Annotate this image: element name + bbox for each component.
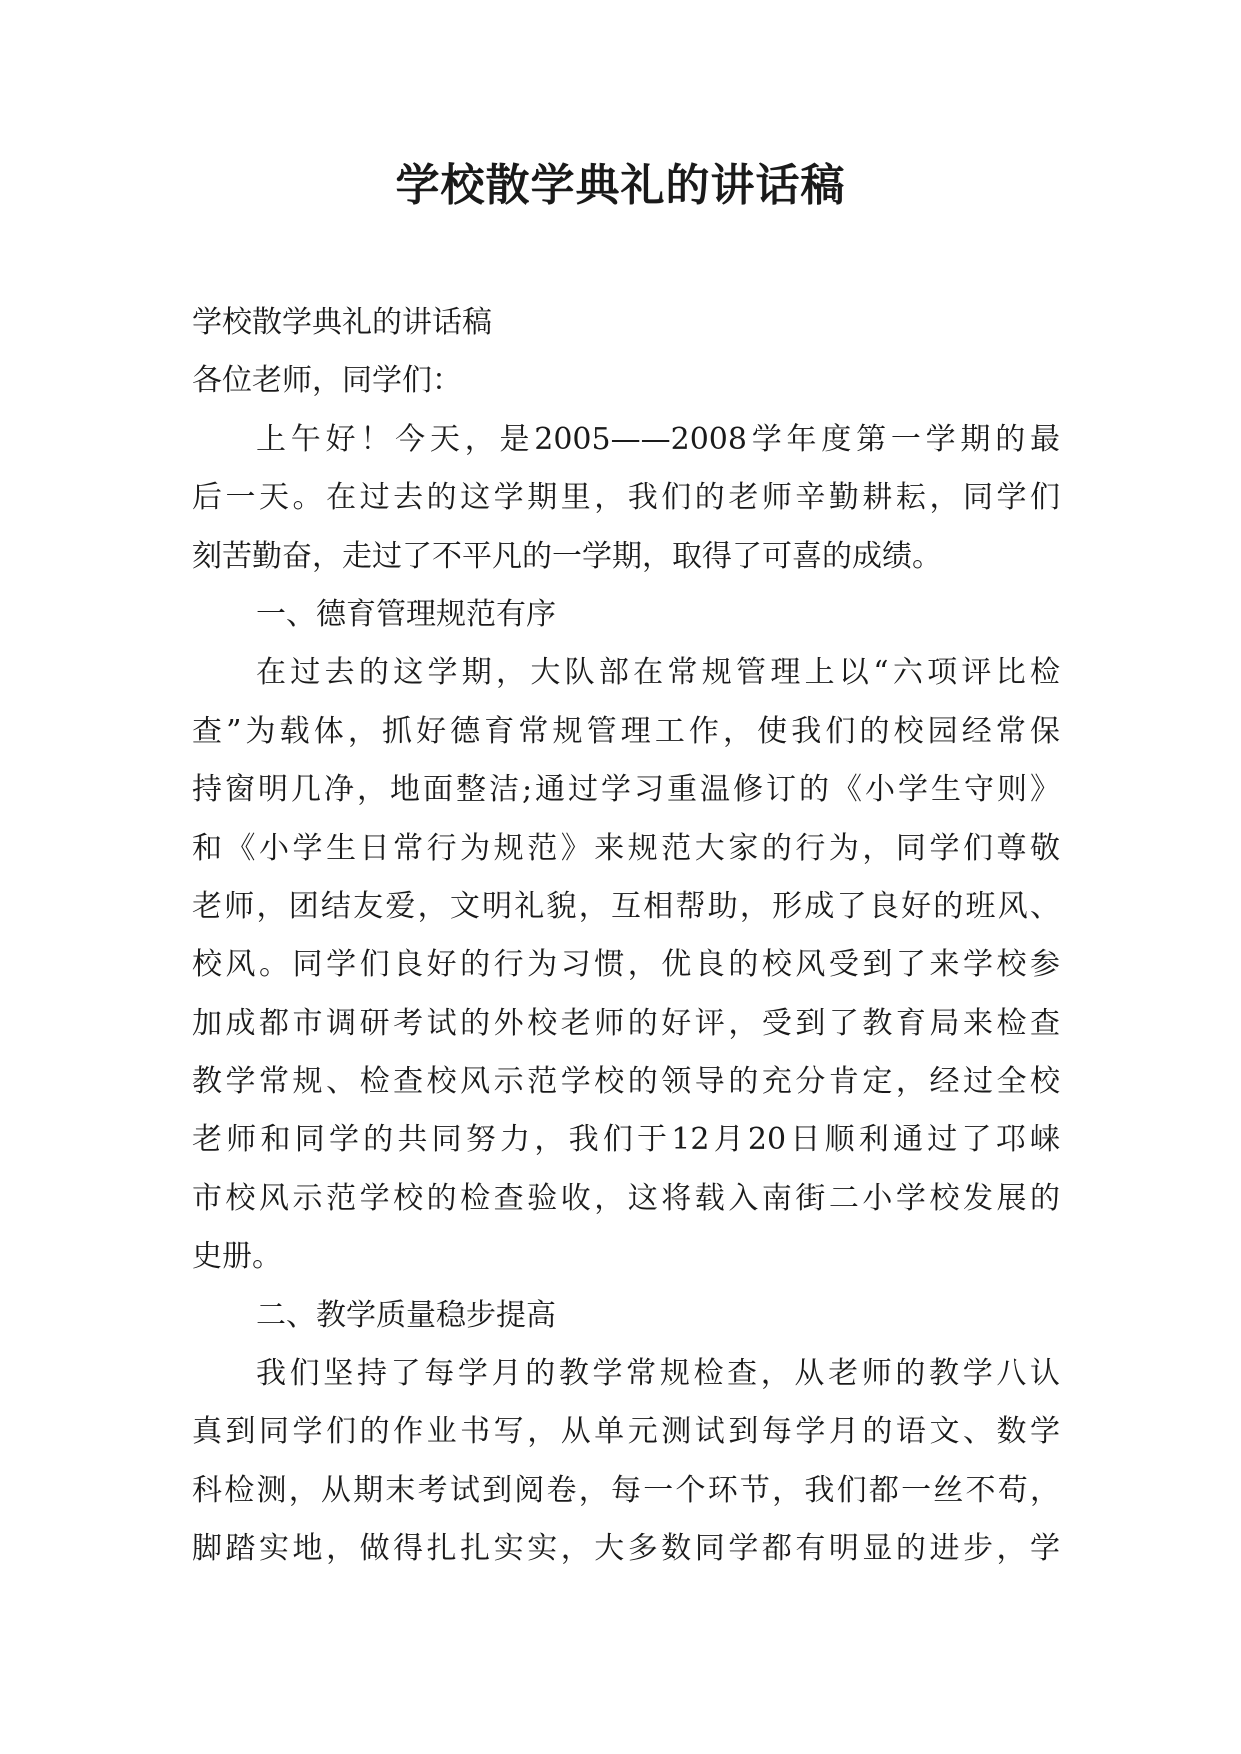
body-line: 史册。 [192,1239,282,1275]
body-line: 在过去的这学期，大队部在常规管理上以“六项评比检 [256,655,1060,691]
document-body [192,294,1060,1579]
document-title: 学校散学典礼的讲话稿 [395,160,846,211]
body-line: 真到同学们的作业书写，从单元测试到每学月的语文、数学 [192,1414,1060,1450]
body-line: 教学常规、检查校风示范学校的领导的充分肯定，经过全校 [192,1064,1060,1100]
body-line: 持窗明几净，地面整洁;通过学习重温修订的《小学生守则》 [192,772,1060,808]
body-line: 后一天。在过去的这学期里，我们的老师辛勤耕耘，同学们 [192,480,1060,516]
body-line: 上午好！今天，是2005——2008学年度第一学期的最 [256,421,1060,457]
body-line: 我们坚持了每学月的教学常规检查，从老师的教学八认 [256,1356,1060,1392]
body-line-subtitle: 学校散学典礼的讲话稿 [192,305,492,340]
body-line: 脚踏实地，做得扎扎实实，大多数同学都有明显的进步，学 [192,1531,1060,1567]
section-heading-1: 一、德育管理规范有序 [256,596,556,632]
body-line: 市校风示范学校的检查验收，这将载入南街二小学校发展的 [192,1180,1060,1216]
body-line: 科检测，从期末考试到阅卷，每一个环节，我们都一丝不苟， [192,1472,1060,1508]
body-line-greeting: 各位老师，同学们： [192,363,462,399]
body-line: 老师和同学的共同努力，我们于12月20日顺利通过了邛崃 [192,1122,1060,1158]
body-line: 校风。同学们良好的行为习惯，优良的校风受到了来学校参 [192,947,1060,983]
body-line: 查”为载体，抓好德育常规管理工作，使我们的校园经常保 [192,713,1060,749]
section-heading-2: 二、教学质量稳步提高 [256,1297,556,1333]
body-line: 刻苦勤奋，走过了不平凡的一学期，取得了可喜的成绩。 [192,538,942,574]
body-line: 和《小学生日常行为规范》来规范大家的行为，同学们尊敬 [192,830,1060,866]
body-line: 老师，团结友爱，文明礼貌，互相帮助，形成了良好的班风、 [192,888,1060,924]
body-line: 加成都市调研考试的外校老师的好评，受到了教育局来检查 [192,1005,1060,1041]
